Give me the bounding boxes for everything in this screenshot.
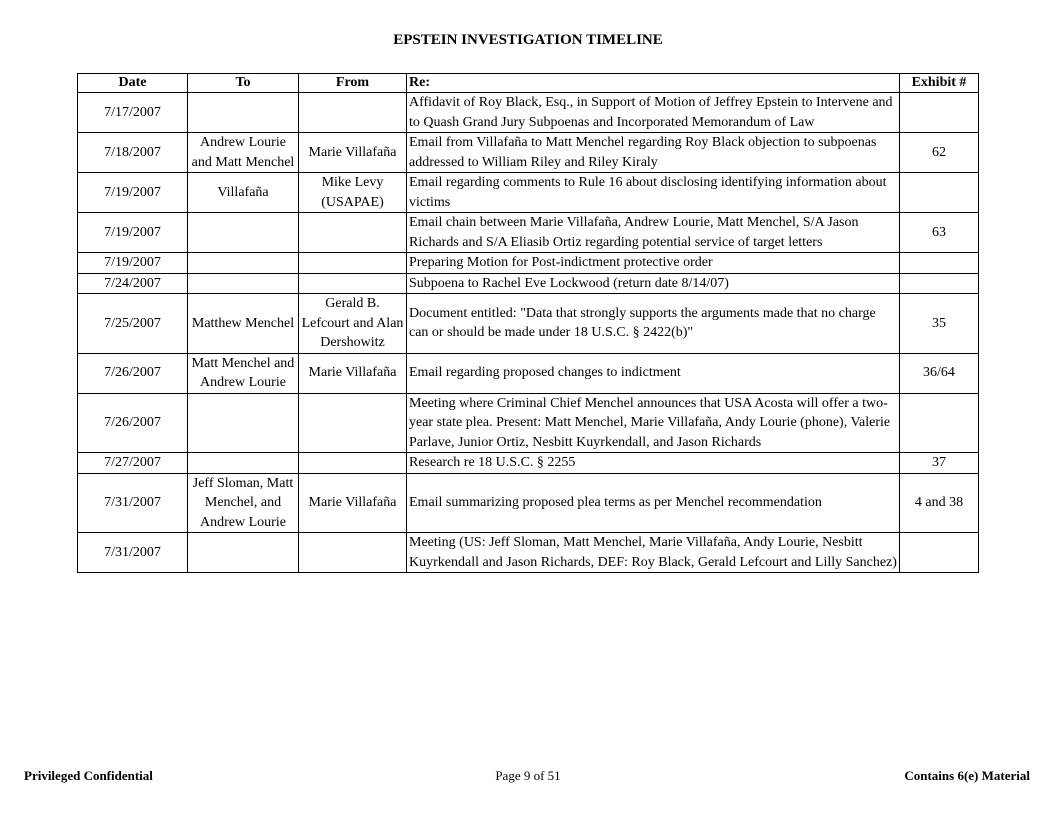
footer-privileged-confidential: Privileged Confidential (24, 768, 153, 783)
cell-re: Document entitled: "Data that strongly supports the arguments made that no charge can or should be made under 18 U.S.C. § 2422(b)" (407, 294, 900, 354)
cell-to (188, 93, 299, 133)
cell-date: 7/27/2007 (78, 453, 188, 474)
cell-exhibit: 62 (900, 133, 979, 173)
cell-re: Email chain between Marie Villafaña, Andrew Lourie, Matt Menchel, S/A Jason Richards and S/A Eliasib Ortiz regarding potential service of target letters (407, 213, 900, 253)
cell-date: 7/17/2007 (78, 93, 188, 133)
cell-re: Meeting (US: Jeff Sloman, Matt Menchel, Marie Villafaña, Andy Lourie, Nesbitt Kuyrkendall and Jason Richards, DEF: Roy Black, Gerald Lefcourt and Lilly Sanchez) (407, 533, 900, 573)
cell-exhibit: 4 and 38 (900, 473, 979, 533)
cell-to: Jeff Sloman, Matt Menchel, and Andrew Lourie (188, 473, 299, 533)
column-header-re: Re: (407, 74, 900, 93)
table-row (78, 533, 979, 573)
cell-re: Research re 18 U.S.C. § 2255 (407, 453, 900, 474)
cell-date: 7/31/2007 (78, 473, 188, 533)
table-row (78, 294, 979, 354)
column-header-date: Date (78, 74, 188, 93)
cell-exhibit: 35 (900, 294, 979, 354)
cell-from: Marie Villafaña (299, 133, 407, 173)
cell-from: Marie Villafaña (299, 473, 407, 533)
cell-to: Matt Menchel and Andrew Lourie (188, 353, 299, 393)
cell-re: Email regarding comments to Rule 16 about disclosing identifying information about victims (407, 173, 900, 213)
column-header-to: To (188, 74, 299, 93)
table-row (78, 213, 979, 253)
table-row (78, 93, 979, 133)
cell-to: Villafaña (188, 173, 299, 213)
cell-exhibit: 63 (900, 213, 979, 253)
cell-from (299, 453, 407, 474)
table-row (78, 353, 979, 393)
cell-from: Marie Villafaña (299, 353, 407, 393)
cell-from: Mike Levy (USAPAE) (299, 173, 407, 213)
cell-from: Gerald B. Lefcourt and Alan Dershowitz (299, 294, 407, 354)
cell-exhibit: 37 (900, 453, 979, 474)
cell-date: 7/19/2007 (78, 253, 188, 274)
cell-from (299, 533, 407, 573)
cell-exhibit (900, 393, 979, 453)
table-row (78, 473, 979, 533)
cell-re: Preparing Motion for Post-indictment protective order (407, 253, 900, 274)
cell-date: 7/19/2007 (78, 213, 188, 253)
cell-exhibit (900, 173, 979, 213)
cell-from (299, 253, 407, 274)
cell-to (188, 273, 299, 294)
cell-to (188, 213, 299, 253)
cell-from (299, 273, 407, 294)
table-row (78, 273, 979, 294)
footer-page-number: Page 9 of 51 (495, 768, 561, 783)
cell-date: 7/19/2007 (78, 173, 188, 213)
cell-from (299, 213, 407, 253)
cell-re: Affidavit of Roy Black, Esq., in Support of Motion of Jeffrey Epstein to Intervene and to Quash Grand Jury Subpoenas and Incorporated Memorandum of Law (407, 93, 900, 133)
cell-re: Email regarding proposed changes to indictment (407, 353, 900, 393)
timeline-table (77, 73, 979, 573)
table-header-row (78, 74, 979, 93)
cell-to (188, 533, 299, 573)
cell-to (188, 453, 299, 474)
cell-to (188, 393, 299, 453)
cell-exhibit (900, 533, 979, 573)
page-title: EPSTEIN INVESTIGATION TIMELINE (393, 32, 663, 48)
cell-date: 7/26/2007 (78, 353, 188, 393)
cell-exhibit (900, 273, 979, 294)
cell-to: Matthew Menchel (188, 294, 299, 354)
column-header-from: From (299, 74, 407, 93)
cell-date: 7/26/2007 (78, 393, 188, 453)
cell-re: Subpoena to Rachel Eve Lockwood (return date 8/14/07) (407, 273, 900, 294)
cell-re: Meeting where Criminal Chief Menchel announces that USA Acosta will offer a two-year state plea. Present: Matt Menchel, Marie Villafaña, Andy Lourie (phone), Valerie Parlave, Junior Ortiz, Nesbitt Kuyrkendall, and Jason Richards (407, 393, 900, 453)
cell-exhibit: 36/64 (900, 353, 979, 393)
cell-re: Email from Villafaña to Matt Menchel regarding Roy Black objection to subpoenas addressed to William Riley and Riley Kiraly (407, 133, 900, 173)
cell-exhibit (900, 93, 979, 133)
cell-from (299, 93, 407, 133)
footer-6e-material: Contains 6(e) Material (904, 768, 1030, 783)
cell-to: Andrew Lourie and Matt Menchel (188, 133, 299, 173)
cell-exhibit (900, 253, 979, 274)
cell-re: Email summarizing proposed plea terms as per Menchel recommendation (407, 473, 900, 533)
cell-to (188, 253, 299, 274)
cell-date: 7/31/2007 (78, 533, 188, 573)
table-row (78, 133, 979, 173)
column-header-exhibit: Exhibit # (900, 74, 979, 93)
table-row (78, 253, 979, 274)
table-row (78, 393, 979, 453)
cell-date: 7/25/2007 (78, 294, 188, 354)
cell-date: 7/18/2007 (78, 133, 188, 173)
table-row (78, 173, 979, 213)
table-row (78, 453, 979, 474)
cell-date: 7/24/2007 (78, 273, 188, 294)
cell-from (299, 393, 407, 453)
